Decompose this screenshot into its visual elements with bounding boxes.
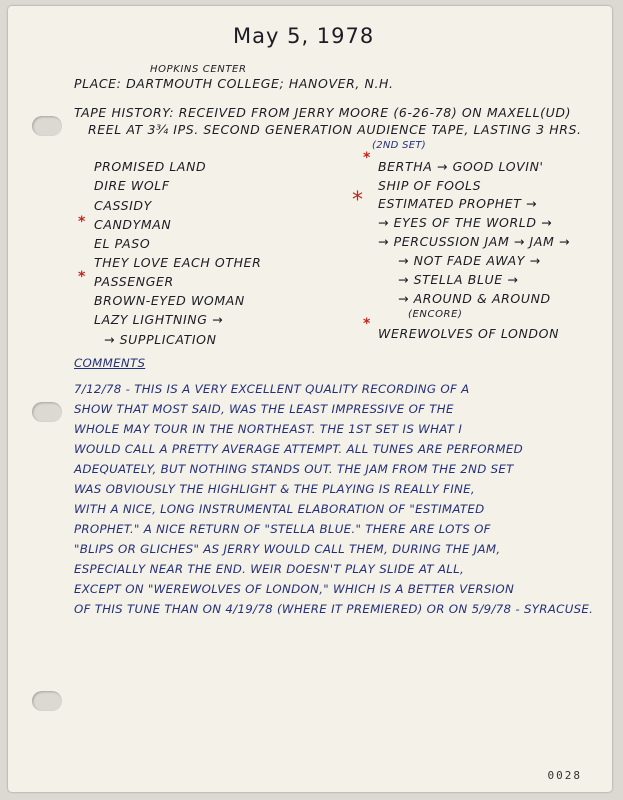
- set1-song: PASSENGER: [94, 274, 174, 289]
- place-hopkins: HOPKINS CENTER: [150, 64, 247, 75]
- set1-song: EL PASO: [94, 236, 151, 251]
- star-mark: *: [78, 269, 86, 285]
- document-page: [8, 6, 612, 792]
- comment-line: SHOW THAT MOST SAID, WAS THE LEAST IMPRESSIVE OF THE: [74, 402, 454, 416]
- comments-heading: COMMENTS: [74, 356, 146, 370]
- set1-song: CANDYMAN: [94, 217, 172, 232]
- page-title: May 5, 1978: [233, 24, 375, 48]
- set2-song: → EYES OF THE WORLD →: [378, 215, 553, 230]
- set2-song: → AROUND & AROUND: [398, 291, 551, 306]
- comment-line: EXCEPT ON "WEREWOLVES OF LONDON," WHICH IS A BETTER VERSION: [74, 582, 515, 596]
- comment-line: WAS OBVIOUSLY THE HIGHLIGHT & THE PLAYING IS REALLY FINE,: [74, 482, 475, 496]
- binder-hole-top: [32, 116, 62, 136]
- set1-song: PROMISED LAND: [94, 159, 207, 174]
- tape-history-line-1: TAPE HISTORY: RECEIVED FROM JERRY MOORE (6-26-78) ON MAXELL(UD): [74, 105, 572, 120]
- set1-song: CASSIDY: [94, 198, 152, 213]
- comment-line: OF THIS TUNE THAN ON 4/19/78 (WHERE IT PREMIERED) OR ON 5/9/78 - SYRACUSE.: [74, 602, 594, 616]
- page-number: 0028: [547, 769, 582, 782]
- set2-song: → NOT FADE AWAY →: [398, 253, 541, 268]
- binder-hole-middle: [32, 402, 62, 422]
- comment-line: WHOLE MAY TOUR IN THE NORTHEAST. THE 1ST SET IS WHAT I: [74, 422, 463, 436]
- comment-line: PROPHET." A NICE RETURN OF "STELLA BLUE." THERE ARE LOTS OF: [74, 522, 491, 536]
- comment-line: WOULD CALL A PRETTY AVERAGE ATTEMPT. ALL TUNES ARE PERFORMED: [74, 442, 523, 456]
- star-mark-large: *: [352, 188, 364, 213]
- comment-line: ADEQUATELY, BUT NOTHING STANDS OUT. THE JAM FROM THE 2ND SET: [74, 462, 514, 476]
- set1-song: LAZY LIGHTNING →: [94, 312, 224, 327]
- comment-line: "BLIPS OR GLICHES" AS JERRY WOULD CALL THEM, DURING THE JAM,: [74, 542, 501, 556]
- set2-song: → STELLA BLUE →: [398, 272, 519, 287]
- second-set-label: (2ND SET): [372, 140, 426, 151]
- set1-song: THEY LOVE EACH OTHER: [94, 255, 262, 270]
- set2-song: SHIP OF FOOLS: [378, 178, 482, 193]
- star-mark: *: [78, 214, 86, 230]
- comment-line: 7/12/78 - THIS IS A VERY EXCELLENT QUALITY RECORDING OF A: [74, 382, 470, 396]
- star-mark: *: [363, 316, 371, 332]
- comment-line: ESPECIALLY NEAR THE END. WEIR DOESN'T PLAY SLIDE AT ALL,: [74, 562, 465, 576]
- set2-song: → PERCUSSION JAM → JAM →: [378, 234, 571, 249]
- star-mark: *: [363, 150, 371, 166]
- set2-song: ESTIMATED PROPHET →: [378, 196, 538, 211]
- set1-song: DIRE WOLF: [94, 178, 170, 193]
- set2-song: BERTHA → GOOD LOVIN': [378, 159, 544, 174]
- comment-line: WITH A NICE, LONG INSTRUMENTAL ELABORATION OF "ESTIMATED: [74, 502, 485, 516]
- encore-label: (ENCORE): [408, 309, 463, 320]
- set1-song: → SUPPLICATION: [104, 332, 217, 347]
- set2-encore-song: WEREWOLVES OF LONDON: [378, 326, 560, 341]
- place-line: PLACE: DARTMOUTH COLLEGE; HANOVER, N.H.: [74, 76, 394, 91]
- tape-history-line-2: REEL AT 3¾ IPS. SECOND GENERATION AUDIENCE TAPE, LASTING 3 HRS.: [88, 122, 582, 137]
- set1-song: BROWN-EYED WOMAN: [94, 293, 245, 308]
- binder-hole-bottom: [32, 691, 62, 711]
